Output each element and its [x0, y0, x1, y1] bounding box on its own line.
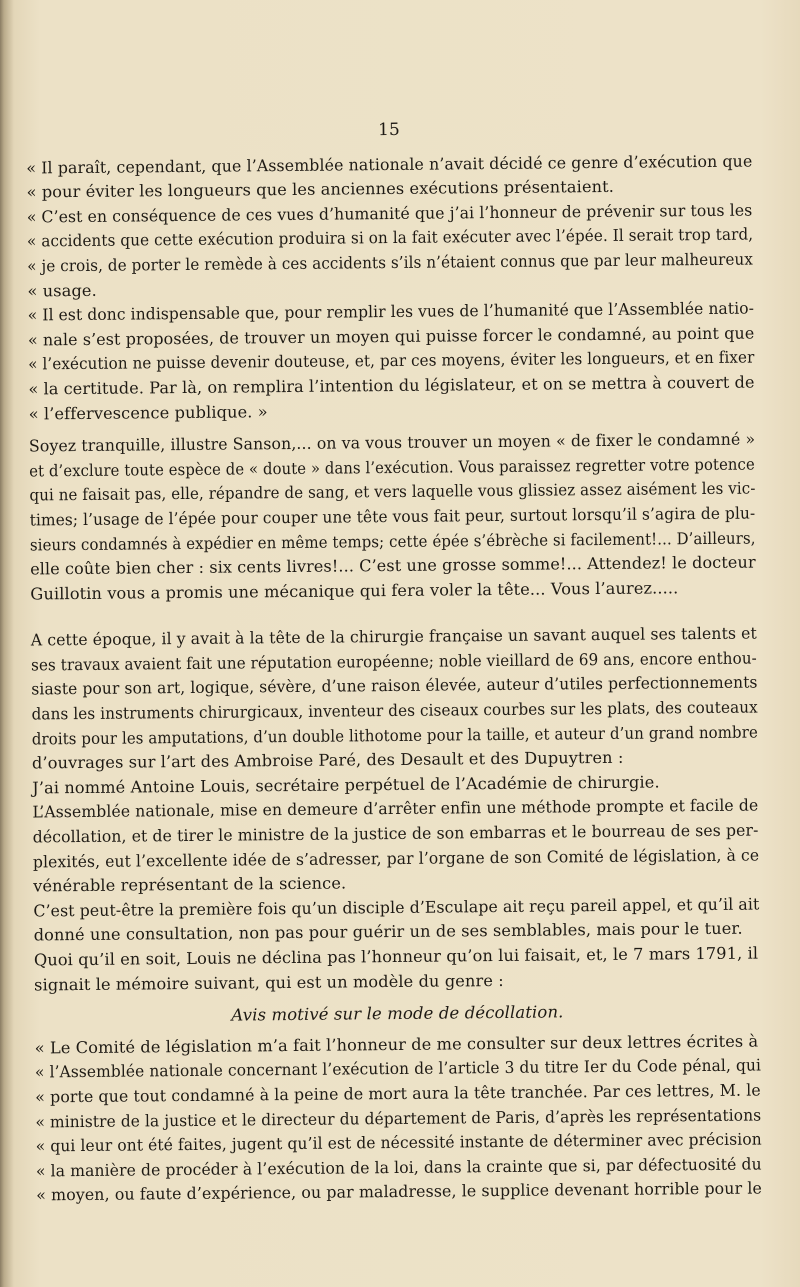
paragraph-assemblee [32, 794, 759, 899]
text-line: « Il paraît, cependant, que l’Assemblée nationale n’avait décidé ce genre d’exécution que [26, 151, 753, 178]
text-line: « je crois, de porter le remède à ces accidents s’ils n’étaient connus que par leur malheureux [27, 249, 754, 276]
text-line: plexités, eut l’excellente idée de s’adresser, par l’organe de son Comité de législation, à ce [32, 845, 760, 872]
text-line: Guillotin vous a promis une mécanique qui fera voler la tête... Vous l’aurez..... [30, 577, 679, 604]
text-line: L’Assemblée nationale, mise en demeure d’arrêter enfin une méthode prompte et facile de [32, 795, 759, 822]
text-line: « pour éviter les longueurs que les anciennes exécutions présentaient. [26, 177, 615, 202]
text-line: « ministre de la justice et le directeur du département de Paris, d’après les représentations [35, 1105, 762, 1132]
text-line: « l’effervescence publique. » [28, 401, 268, 424]
text-line: sieurs condamnés à expédier en même temps; cette épée s’ébrèche si facilement!... D’ailleurs, [29, 528, 756, 554]
text-line: vénérable représentant de la science. [33, 873, 347, 896]
text-line: « moyen, ou faute d’expérience, ou par maladresse, le supplice devenant horrible pour le [36, 1178, 763, 1205]
paragraph-memoire [34, 941, 760, 997]
paragraph-esculape [33, 892, 759, 948]
text-line: donné une consultation, non pas pour guérir un de ses semblables, mais pour le tuer. [33, 919, 743, 945]
text-line: « l’exécution ne puisse devenir douteuse, et, par ces moyens, éviter les longueurs, et en fixer [28, 347, 755, 374]
text-line: dans les instruments chirurgicaux, inventeur des ciseaux courbes sur les plats, des couteaux [31, 697, 758, 724]
text-line: times; l’usage de l’épée pour couper une tête vous fait peur, surtout lorsqu’il s’agira de plu- [29, 503, 756, 530]
text-line: « usage. [27, 280, 97, 301]
text-line: C’est peut-être la première fois qu’un disciple d’Esculape ait reçu pareil appel, et qu’il ait [33, 894, 760, 921]
text-line: « la manière de procéder à l’exécution de la loi, dans la crainte que si, par défectuosité du [35, 1154, 762, 1181]
text-line: siaste pour son art, logique, sévère, d’une raison élevée, auteur d’utiles perfectionnements [31, 672, 758, 699]
text-line: J’ai nommé Antoine Louis, secrétaire perpétuel de l’Académie de chirurgie. [32, 772, 660, 798]
page-content [26, 115, 762, 1209]
quote-block-sanson [26, 149, 755, 426]
text-line: Quoi qu’il en soit, Louis ne déclina pas l’honneur qu’on lui faisait, et, le 7 mars 1791, il [33, 943, 759, 970]
text-line: et d’exclure toute espèce de « doute » dans l’exécution. Vous paraissez regretter votre potence [29, 454, 755, 481]
paragraph-sanson [29, 428, 757, 607]
paragraph-chirurgie [31, 622, 758, 777]
text-line: « Il est donc indispensable que, pour remplir les vues de l’humanité que l’Assemblée natio- [27, 298, 755, 325]
text-line: décollation, et de tirer le ministre de la justice de son embarras et le bourreau de ses per- [32, 820, 759, 847]
text-line: « la certitude. Par là, on remplira l’intention du législateur, et on se mettra à couvert de [28, 372, 755, 399]
quote-block-comite [35, 1029, 763, 1208]
text-line: « C’est en conséquence de ces vues d’humanité que j’ai l’honneur de prévenir sur tous les [26, 200, 753, 227]
text-line: d’ouvrages sur l’art des Ambroise Paré, des Desault et des Dupuytren : [31, 748, 624, 773]
text-line: droits pour les amputations, d’un double lithotome pour la taille, et auteur d’un grand nombre [31, 722, 758, 749]
page-number: 15 [377, 119, 400, 141]
text-line: « qui leur ont été faites, jugent qu’il est de nécessité instante de déterminer avec précision [35, 1129, 762, 1156]
section-heading: Avis motivé sur le mode de décollation. [231, 1002, 564, 1025]
text-line: A cette époque, il y avait à la tête de la chirurgie française un savant auquel ses talents et [30, 623, 757, 650]
text-line: « l’Assemblée nationale concernant l’exécution de l’article 3 du titre Ier du Code pénal, qui [34, 1055, 762, 1082]
text-line: ses travaux avaient fait une réputation européenne; noble vieillard de 69 ans, encore enthou- [30, 648, 757, 675]
text-line: elle coûte bien cher : six cents livres!... C’est une grosse somme!... Attendez! le docteur [30, 552, 756, 579]
text-line: « nale s’est proposées, de trouver un moyen qui puisse forcer le condamné, au point que [27, 323, 755, 350]
text-line: « Le Comité de législation m’a fait l’honneur de me consulter sur deux lettres écrites à [34, 1031, 759, 1058]
text-line: « porte que tout condamné à la peine de mort aura la tête tranchée. Par ces lettres, M. le [35, 1080, 761, 1107]
text-line: « accidents que cette exécution produira si on la fait exécuter avec l’épée. Il serait trop tard, [26, 224, 754, 251]
text-line: Soyez tranquille, illustre Sanson,... on va vous trouver un moyen « de fixer le condamné » [28, 429, 756, 456]
text-line: qui ne faisait pas, elle, répandre de sang, et vers laquelle vous glissiez assez aisément les vic- [29, 478, 756, 505]
text-line: signait le mémoire suivant, qui est un modèle du genre : [34, 970, 504, 995]
